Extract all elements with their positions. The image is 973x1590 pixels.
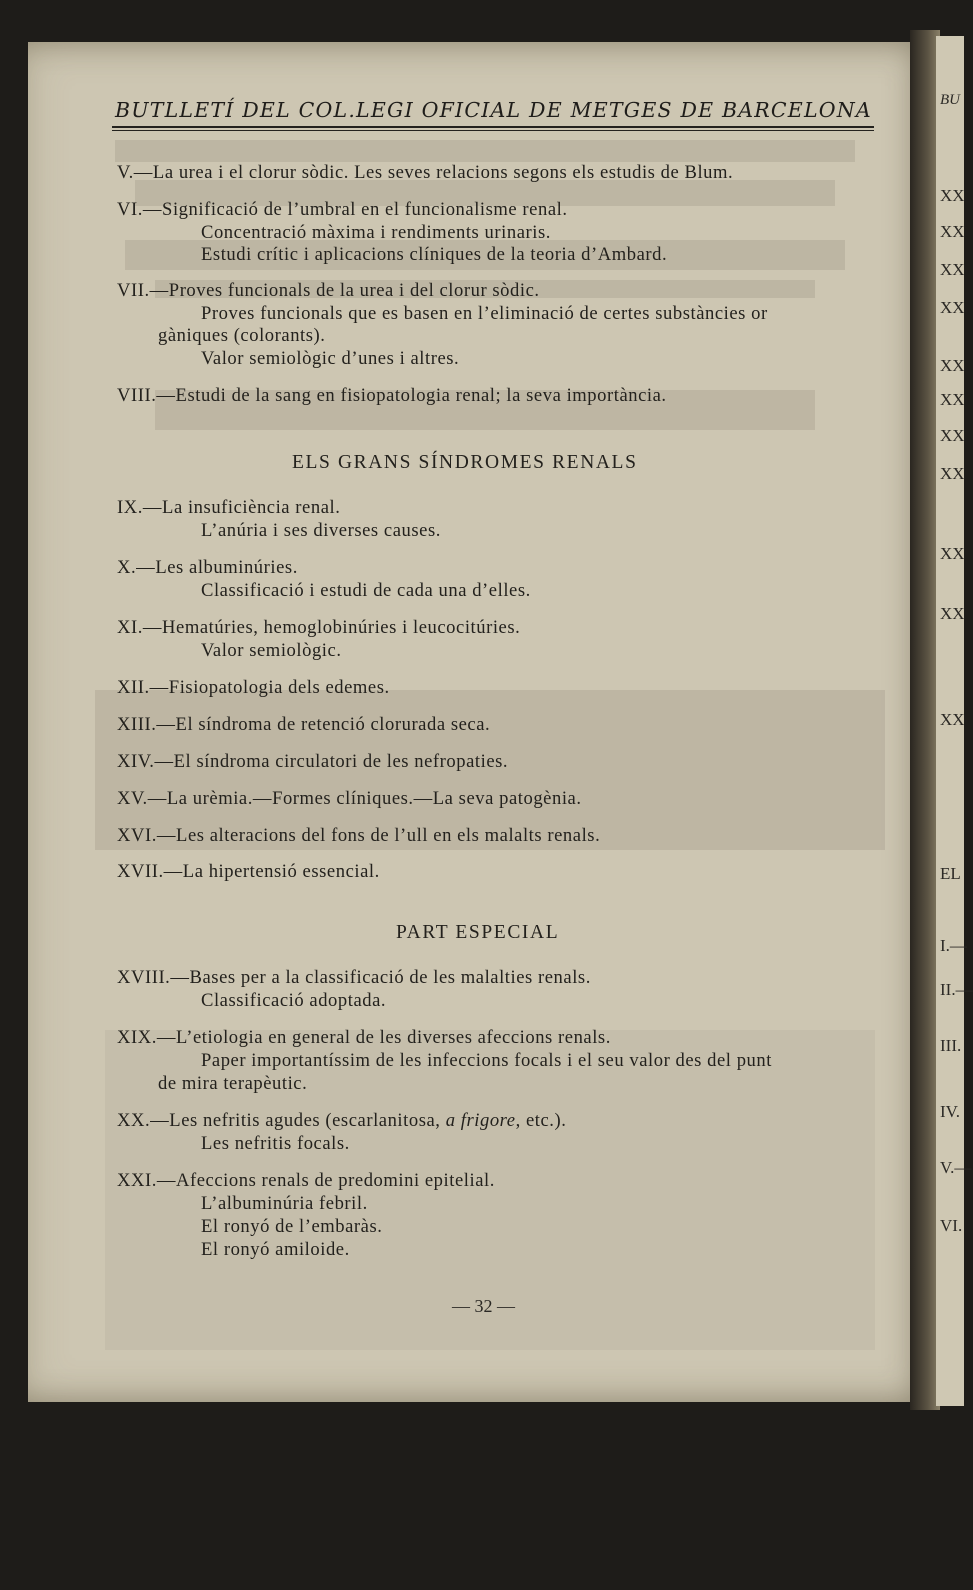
- next-page-fragment: XX: [940, 298, 965, 317]
- list-item-detail: Classificació i estudi de cada una d’elles.: [201, 580, 531, 601]
- next-page-fragment: IV.: [940, 1102, 960, 1121]
- next-page-fragment: XX: [940, 356, 965, 375]
- next-page-fragment: XX: [940, 464, 965, 483]
- list-item: X.—Les albuminúries.: [117, 557, 298, 578]
- list-item-detail: Concentració màxima i rendiments urinaris.: [201, 222, 551, 243]
- list-item-detail: Les nefritis focals.: [201, 1133, 350, 1154]
- next-page-fragment: XX: [940, 544, 965, 563]
- adjacent-page-edge: [936, 36, 973, 1406]
- list-item: V.—La urea i el clorur sòdic. Les seves relacions segons els estudis de Blum.: [117, 162, 734, 183]
- list-item-detail: Proves funcionals que es basen en l’eliminació de certes substàncies or: [201, 303, 768, 324]
- list-item-detail: El ronyó de l’embaràs.: [201, 1216, 383, 1237]
- list-item-text: XX.—Les nefritis agudes (escarlanitosa,: [117, 1110, 446, 1131]
- italic-term: a frigore: [445, 1110, 516, 1131]
- next-page-fragment: XX: [940, 604, 965, 623]
- list-item: XIX.—L’etiologia en general de les diverses afeccions renals.: [117, 1027, 611, 1048]
- next-page-fragment: II.—: [940, 980, 973, 999]
- list-item: VI.—Significació de l’umbral en el funcionalisme renal.: [117, 199, 568, 220]
- list-item: XVI.—Les alteracions del fons de l’ull en els malalts renals.: [117, 825, 601, 846]
- next-page-fragment: III.: [940, 1036, 962, 1055]
- next-page-fragment: XX: [940, 260, 965, 279]
- list-item: XIII.—El síndroma de retenció clorurada seca.: [117, 714, 491, 735]
- list-item: XVII.—La hipertensió essencial.: [117, 861, 380, 882]
- next-page-fragment: XX: [940, 710, 965, 729]
- list-item-detail: de mira terapèutic.: [158, 1073, 308, 1094]
- list-item-detail: L’albuminúria febril.: [201, 1193, 368, 1214]
- next-page-fragment: EL: [940, 864, 961, 883]
- next-page-fragment: I.—: [940, 936, 967, 955]
- list-item: IX.—La insuficiència renal.: [117, 497, 341, 518]
- list-item-detail: Valor semiològic.: [201, 640, 342, 661]
- next-page-fragment: XX: [940, 186, 965, 205]
- list-item: XV.—La urèmia.—Formes clíniques.—La seva patogènia.: [117, 788, 582, 809]
- list-item-text: , etc.).: [515, 1110, 567, 1131]
- next-page-fragment: VI.: [940, 1216, 963, 1235]
- list-item-detail: Estudi crític i aplicacions clíniques de la teoria d’Ambard.: [201, 244, 668, 265]
- list-item-detail: El ronyó amiloide.: [201, 1239, 350, 1260]
- next-page-fragment: XX: [940, 222, 965, 241]
- list-item-detail: L’anúria i ses diverses causes.: [201, 520, 441, 541]
- list-item: [117, 1110, 566, 1132]
- list-item: XI.—Hematúries, hemoglobinúries i leucocitúries.: [117, 617, 521, 638]
- next-page-fragment: BU: [940, 92, 960, 108]
- list-item-detail: Paper importantíssim de les infeccions focals i el seu valor des del punt: [201, 1050, 772, 1071]
- list-item-detail: gàniques (colorants).: [158, 325, 326, 346]
- list-item: XII.—Fisiopatologia dels edemes.: [117, 677, 390, 698]
- list-item: VII.—Proves funcionals de la urea i del clorur sòdic.: [117, 280, 540, 301]
- list-item: XIV.—El síndroma circulatori de les nefropaties.: [117, 751, 509, 772]
- list-item: XVIII.—Bases per a la classificació de les malalties renals.: [117, 967, 591, 988]
- next-page-fragment: XX: [940, 426, 965, 445]
- header-rule: [112, 126, 874, 131]
- next-page-fragment: XX: [940, 390, 965, 409]
- section-heading: ELS GRANS SÍNDROMES RENALS: [292, 452, 638, 473]
- list-item: XXI.—Afeccions renals de predomini epitelial.: [117, 1170, 495, 1191]
- list-item: VIII.—Estudi de la sang en fisiopatologia renal; la seva importància.: [117, 385, 667, 406]
- section-heading: PART ESPECIAL: [396, 922, 560, 943]
- running-header: BUTLLETÍ DEL COL.LEGI OFICIAL DE METGES DE BARCELONA: [115, 98, 872, 122]
- list-item-detail: Valor semiològic d’unes i altres.: [201, 348, 460, 369]
- list-item-detail: Classificació adoptada.: [201, 990, 387, 1011]
- page-number: — 32 —: [452, 1296, 515, 1316]
- next-page-fragment: V.—: [940, 1158, 972, 1177]
